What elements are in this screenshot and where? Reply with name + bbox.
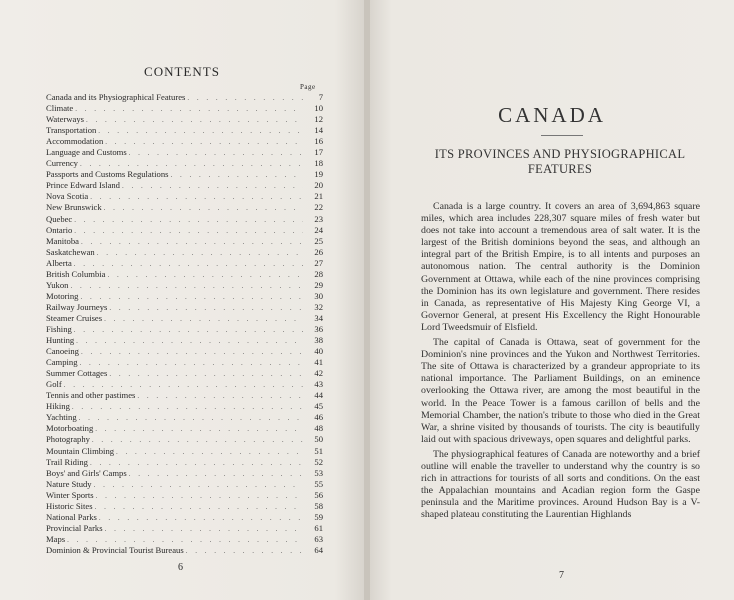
dot-leader (96, 126, 303, 136)
dot-leader (68, 281, 303, 291)
toc-entry-page: 25 (314, 235, 323, 246)
toc-entry-label: Steamer Cruises (46, 312, 103, 323)
toc-entry (46, 335, 323, 346)
toc-entry-page: 63 (314, 533, 323, 544)
dot-leader (127, 469, 303, 479)
dot-leader (97, 513, 303, 523)
page-column-heading: Page (300, 83, 316, 91)
toc-entry-label: Camping (46, 357, 78, 368)
dot-leader (88, 192, 303, 202)
toc-entry-label: Motorboating (46, 423, 94, 434)
toc-entry-page: 32 (314, 301, 323, 312)
dot-leader (103, 137, 303, 147)
toc-entry-label: Prince Edward Island (46, 180, 120, 191)
toc-entry (46, 412, 323, 423)
dot-leader (79, 237, 303, 247)
dot-leader (72, 325, 303, 335)
dot-leader (107, 303, 303, 313)
toc-entry-label: Canada and its Physiographical Features (46, 92, 186, 102)
toc-entry-label: Historic Sites (46, 500, 93, 511)
toc-entry-label: Waterways (46, 114, 84, 125)
toc-entry-label: Railway Journeys (46, 301, 108, 312)
toc-entry (46, 236, 323, 247)
toc-entry-label: Nova Scotia (46, 191, 89, 202)
toc-entry-label: Language and Customs (46, 147, 127, 158)
toc-entry-page: 59 (314, 511, 323, 522)
toc-entry-page: 41 (314, 357, 323, 368)
toc-entry-page: 27 (314, 257, 323, 268)
toc-entry (46, 169, 323, 180)
toc-entry-page: 30 (314, 290, 323, 301)
toc-entry (46, 114, 323, 125)
toc-entry-page: 21 (314, 191, 323, 202)
dot-leader (88, 458, 303, 468)
toc-entry-label: Hiking (46, 401, 70, 412)
toc-entry-label: Yachting (46, 412, 77, 423)
toc-entry-page: 40 (314, 346, 323, 357)
toc-entry (46, 368, 323, 379)
toc-entry (46, 545, 323, 556)
paragraph: The physiographical features of Canada are noteworthy and a brief outline will enable the traveller to understand why the country is so rich in attractions for tourists of all sorts and conditions. On the east the Appalachian mountains and Acadian region form the Gaspe peninsula and the Maritime provinces. Around Hudson Bay is a V-shaped plateau constituting the Laurentian Highlands (421, 448, 700, 521)
toc-entry (46, 180, 323, 191)
toc-entry-label: Photography (46, 434, 90, 445)
subtitle-line-1: ITS PROVINCES AND PHYSIOGRAPHICAL (434, 147, 686, 161)
dot-leader (103, 524, 303, 534)
toc-entry (46, 501, 323, 512)
toc-entry-label: Currency (46, 158, 78, 169)
toc-entry-page: 44 (314, 390, 323, 401)
dot-leader (168, 170, 303, 180)
dot-leader (78, 159, 303, 169)
toc-entry (46, 158, 323, 169)
title-divider (541, 135, 583, 136)
toc-entry (46, 423, 323, 434)
toc-entry-page: 18 (314, 158, 323, 169)
toc-entry-page: 51 (314, 445, 323, 456)
paragraph: Canada is a large country. It covers an area of 3,694,863 square miles, which area includes 228,307 square miles of fresh water but does not take into account a tremendous area of salt water. It is the largest of the British dominions beyond the seas, and although an integral part of the British Empire, is to all intents and purposes an autonomous nation. The central authority is the Dominion Government at Ottawa, while each of the nine provinces comprising the Dominion has its own legislature and government. There resides in Canada, as representative of His Majesty King George VI, a Governor General, at present His Excellency the Right Honourable Lord Tweedsmuir of Elsfield. (421, 201, 700, 333)
toc-entry-label: Winter Sports (46, 489, 94, 500)
toc-entry (46, 147, 323, 158)
toc-entry (46, 512, 323, 523)
toc-entry (46, 523, 323, 534)
dot-leader (95, 248, 303, 258)
toc-entry-page: 53 (314, 467, 323, 478)
toc-entry (46, 401, 323, 412)
toc-entry (46, 324, 323, 335)
dot-leader (72, 215, 303, 225)
contents-title: CONTENTS (144, 64, 220, 79)
toc-entry (46, 214, 323, 225)
toc-entry-label: Dominion & Provincial Tourist Bureaus (46, 544, 184, 555)
table-of-contents (46, 92, 323, 556)
toc-entry (46, 357, 323, 368)
toc-entry (46, 92, 323, 103)
article-subtitle (420, 147, 700, 177)
dot-leader (105, 270, 303, 280)
toc-entry-page: 14 (314, 125, 323, 136)
toc-entry (46, 534, 323, 545)
toc-entry (46, 302, 323, 313)
dot-leader (93, 424, 303, 434)
toc-entry (46, 457, 323, 468)
toc-entry (46, 390, 323, 401)
dot-leader (127, 148, 303, 158)
dot-leader (77, 413, 303, 423)
toc-entry-page: 19 (314, 169, 323, 180)
toc-entry-page: 48 (314, 423, 323, 434)
article-headline: CANADA (498, 103, 606, 127)
dot-leader (92, 480, 303, 490)
article-body (421, 201, 700, 524)
toc-entry (46, 446, 323, 457)
toc-entry-label: Accommodation (46, 136, 104, 147)
toc-entry-page: 17 (314, 147, 323, 158)
toc-entry-page: 43 (314, 379, 323, 390)
dot-leader (94, 491, 303, 501)
toc-entry-page: 38 (314, 335, 323, 346)
toc-entry-label: Yukon (46, 279, 69, 290)
dot-leader (184, 546, 303, 556)
toc-entry-page: 34 (314, 312, 323, 323)
dot-leader (78, 358, 303, 368)
toc-entry-page: 7 (318, 92, 323, 102)
toc-entry-page: 16 (314, 136, 323, 147)
dot-leader (74, 336, 303, 346)
dot-leader (79, 347, 303, 357)
toc-entry (46, 247, 323, 258)
toc-entry (46, 269, 323, 280)
dot-leader (102, 314, 303, 324)
toc-entry (46, 280, 323, 291)
toc-entry-page: 23 (314, 213, 323, 224)
toc-entry (46, 490, 323, 501)
toc-entry-page: 50 (314, 434, 323, 445)
dot-leader (185, 93, 303, 103)
toc-entry (46, 434, 323, 445)
dot-leader (84, 115, 303, 125)
toc-entry (46, 103, 323, 114)
toc-entry-page: 28 (314, 268, 323, 279)
dot-leader (73, 104, 303, 114)
dot-leader (62, 380, 303, 390)
toc-entry-label: Ontario (46, 224, 73, 235)
toc-entry-label: New Brunswick (46, 202, 102, 213)
toc-entry-label: Boys' and Girls' Camps (46, 467, 127, 478)
toc-entry (46, 479, 323, 490)
toc-entry-page: 24 (314, 224, 323, 235)
toc-entry-label: Trail Riding (46, 456, 88, 467)
dot-leader (90, 435, 303, 445)
toc-entry-label: Quebec (46, 213, 73, 224)
toc-entry-label: Provincial Parks (46, 522, 103, 533)
toc-entry-page: 20 (314, 180, 323, 191)
toc-entry-page: 61 (314, 522, 323, 533)
toc-entry (46, 202, 323, 213)
dot-leader (107, 369, 303, 379)
toc-entry (46, 136, 323, 147)
toc-entry-page: 36 (314, 323, 323, 334)
page-number-left: 6 (178, 562, 183, 573)
toc-entry-label: Fishing (46, 323, 72, 334)
toc-entry-label: Summer Cottages (46, 368, 108, 379)
toc-entry-label: Alberta (46, 257, 72, 268)
toc-entry-label: British Columbia (46, 268, 106, 279)
toc-entry-label: National Parks (46, 511, 97, 522)
toc-entry-page: 45 (314, 401, 323, 412)
dot-leader (72, 226, 303, 236)
dot-leader (72, 259, 303, 269)
toc-entry-page: 10 (314, 103, 323, 114)
dot-leader (102, 203, 303, 213)
toc-entry (46, 468, 323, 479)
page-number-right: 7 (559, 570, 564, 581)
toc-entry (46, 225, 323, 236)
toc-entry-label: Manitoba (46, 235, 79, 246)
toc-entry (46, 191, 323, 202)
toc-entry-page: 58 (314, 500, 323, 511)
subtitle-line-2: FEATURES (527, 162, 593, 176)
dot-leader (78, 292, 303, 302)
toc-entry-label: Motoring (46, 290, 79, 301)
toc-entry-label: Transportation (46, 125, 97, 136)
toc-entry-label: Climate (46, 103, 74, 114)
dot-leader (114, 447, 303, 457)
toc-entry (46, 313, 323, 324)
contents-page (0, 0, 364, 600)
toc-entry-label: Saskatchewan (46, 246, 95, 257)
toc-entry-label: Passports and Customs Regulations (46, 169, 169, 180)
toc-entry-page: 12 (314, 114, 323, 125)
toc-entry (46, 291, 323, 302)
toc-entry-page: 42 (314, 368, 323, 379)
dot-leader (135, 391, 303, 401)
toc-entry-page: 64 (314, 544, 323, 555)
toc-entry-page: 26 (314, 246, 323, 257)
dot-leader (70, 402, 303, 412)
toc-entry-page: 52 (314, 456, 323, 467)
dot-leader (65, 535, 303, 545)
toc-entry (46, 379, 323, 390)
toc-entry-page: 55 (314, 478, 323, 489)
dot-leader (93, 502, 303, 512)
toc-entry-label: Hunting (46, 335, 75, 346)
toc-entry-label: Canoeing (46, 346, 79, 357)
toc-entry-label: Nature Study (46, 478, 92, 489)
toc-entry (46, 125, 323, 136)
toc-entry-label: Maps (46, 533, 66, 544)
toc-entry-label: Golf (46, 379, 62, 390)
toc-entry-page: 22 (314, 202, 323, 213)
toc-entry (46, 346, 323, 357)
paragraph: The capital of Canada is Ottawa, seat of government for the Dominion's nine provinces and the Yukon and Northwest Territories. The site of Ottawa is characterized by a grandeur appropriate to its national importance. The Parliament Buildings, on an eminence overlooking the Ottawa river, are among the most beautiful in the world. In the Peace Tower is a famous carillon of bells and the Memorial Chamber, the nation's tribute to those who died in the Great War, a shrine visited by thousands of tourists. The city is beautifully laid out with spacious driveways, open squares and delightful parks. (421, 337, 700, 445)
toc-entry-label: Mountain Climbing (46, 445, 115, 456)
toc-entry-page: 56 (314, 489, 323, 500)
toc-entry-page: 29 (314, 279, 323, 290)
toc-entry-label: Tennis and other pastimes (46, 390, 136, 401)
dot-leader (120, 181, 303, 191)
toc-entry (46, 258, 323, 269)
toc-entry-page: 46 (314, 412, 323, 423)
